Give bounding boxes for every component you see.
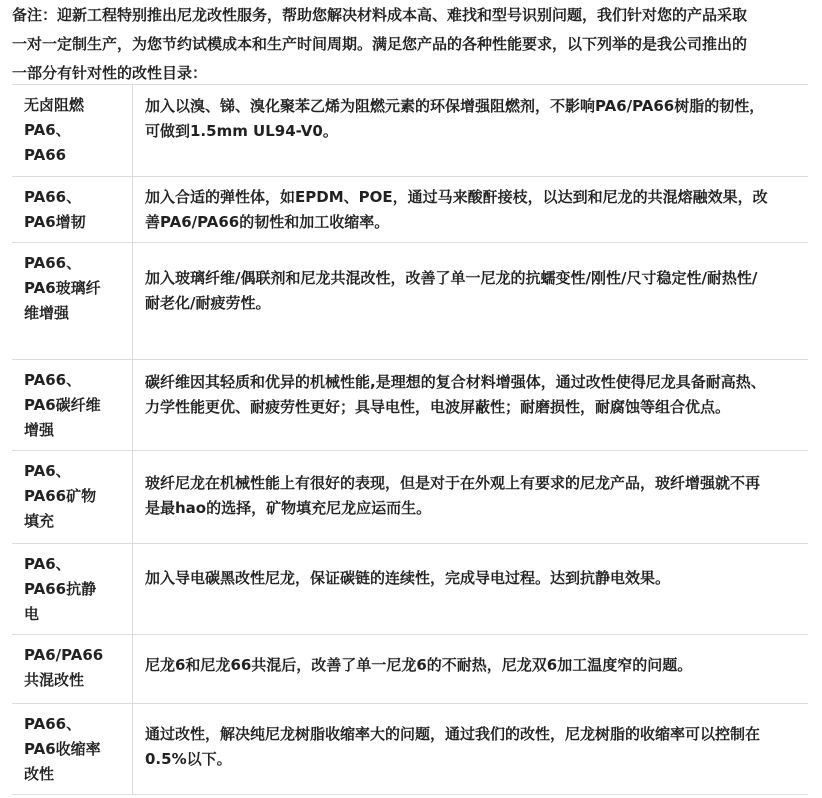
modification-name	[12, 704, 133, 795]
name-line: 维增强	[24, 304, 70, 322]
modification-name	[12, 451, 133, 544]
name-line: PA6收缩率	[24, 740, 101, 758]
table-row	[12, 243, 808, 360]
name-line: PA6、	[24, 555, 71, 573]
name-line: 共混改性	[24, 671, 85, 689]
intro-line: 一对一定制生产，为您节约试模成本和生产时间周期。满足您产品的各种性能要求，以下列举的是我公司推出的	[12, 35, 748, 53]
name-line: PA66、	[24, 254, 82, 272]
modification-name	[12, 544, 133, 635]
desc-line: 玻纤尼龙在机械性能上有很好的表现，但是对于在外观上有要求的尼龙产品，玻纤增强就不再	[145, 474, 761, 492]
modification-name	[12, 177, 133, 243]
modification-name	[12, 85, 133, 177]
table-row	[12, 451, 808, 544]
intro-line: 备注：迎新工程特别推出尼龙改性服务，帮助您解决材料成本高、难找和型号识别问题，我们针对您的产品采取	[12, 6, 748, 24]
table-row	[12, 85, 808, 177]
desc-line: 是最hao的选择，矿物填充尼龙应运而生。	[145, 499, 432, 517]
desc-line: 善PA6/PA66的韧性和加工收缩率。	[145, 213, 390, 231]
desc-line: 力学性能更优、耐疲劳性更好；具导电性，电波屏蔽性；耐磨损性，耐腐蚀等组合优点。	[145, 398, 731, 416]
modification-name	[12, 635, 133, 704]
modification-description	[133, 177, 809, 243]
name-line: PA66抗静	[24, 580, 97, 598]
table-row	[12, 704, 808, 795]
name-line: PA6、	[24, 462, 71, 480]
desc-line: 可做到1.5mm UL94-V0。	[145, 122, 338, 140]
intro-note	[12, 0, 812, 88]
modification-description	[133, 635, 809, 704]
desc-line: 加入以溴、锑、溴化聚苯乙烯为阻燃元素的环保增强阻燃剂，不影响PA6/PA66树脂的韧性，	[145, 97, 765, 115]
table-row	[12, 635, 808, 704]
table-row	[12, 544, 808, 635]
desc-line: 加入玻璃纤维/偶联剂和尼龙共混改性，改善了单一尼龙的抗蠕变性/刚性/尺寸稳定性/耐热性/	[145, 269, 758, 287]
name-line: PA66	[24, 146, 67, 164]
table-row	[12, 177, 808, 243]
name-line: 填充	[24, 512, 55, 530]
intro-line: 一部分有针对性的改性目录：	[12, 64, 208, 82]
desc-line: 加入合适的弹性体，如EPDM、POE，通过马来酸酐接枝，以达到和尼龙的共混熔融效果，改	[145, 188, 768, 206]
name-line: 改性	[24, 765, 55, 783]
name-line: PA66、	[24, 371, 82, 389]
modification-description	[133, 243, 809, 360]
name-line: PA66、	[24, 715, 82, 733]
name-line: 电	[24, 605, 40, 623]
name-line: PA6玻璃纤	[24, 279, 101, 297]
modification-table	[12, 84, 808, 795]
name-line: PA6、	[24, 121, 71, 139]
name-line: PA66矿物	[24, 487, 97, 505]
name-line: PA6/PA66	[24, 646, 104, 664]
desc-line: 耐老化/耐疲劳性。	[145, 294, 271, 312]
name-line: 增强	[24, 421, 55, 439]
desc-line: 通过改性，解决纯尼龙树脂收缩率大的问题，通过我们的改性，尼龙树脂的收缩率可以控制在	[145, 725, 761, 743]
modification-description	[133, 360, 809, 451]
modification-description	[133, 85, 809, 177]
modification-name	[12, 360, 133, 451]
desc-line: 尼龙6和尼龙66共混后，改善了单一尼龙6的不耐热，尼龙双6加工温度窄的问题。	[145, 656, 693, 674]
name-line: PA66、	[24, 188, 82, 206]
desc-line: 加入导电碳黑改性尼龙，保证碳链的连续性，完成导电过程。达到抗静电效果。	[145, 569, 671, 587]
name-line: PA6增韧	[24, 213, 86, 231]
modification-name	[12, 243, 133, 360]
modification-description	[133, 451, 809, 544]
modification-description	[133, 704, 809, 795]
desc-line: 碳纤维因其轻质和优异的机械性能,是理想的复合材料增强体，通过改性使得尼龙具备耐高热、	[145, 373, 766, 391]
table-row	[12, 360, 808, 451]
desc-line: 0.5%以下。	[145, 750, 232, 768]
name-line: 无卤阻燃	[24, 96, 85, 114]
name-line: PA6碳纤维	[24, 396, 101, 414]
modification-description	[133, 544, 809, 635]
